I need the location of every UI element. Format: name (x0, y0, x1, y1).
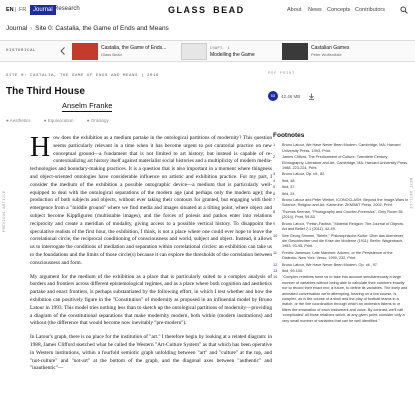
footnote-number: 7 (273, 198, 276, 203)
footnote-text: Fredric Jameson, Late Marxism: Adorno, or the Persistence of the Dialectic. New York: Verso, 1990, 232, Print. (282, 250, 393, 261)
language-fr-link[interactable]: FR (19, 7, 27, 13)
tag-equivocation[interactable]: ● Equivocation (43, 118, 74, 123)
nav-concepts[interactable]: Concepts (327, 7, 351, 13)
chapter-tag: CHAPT. 1 (210, 47, 231, 51)
related-thumbnail (72, 43, 98, 60)
footnote-item[interactable] (273, 172, 409, 177)
breadcrumb (6, 25, 169, 32)
paragraph-text: ow does the exhibition as a medium partake in the ontological partitions of modernity? This question seems particularly relevant in a time when it has become urgent to put curatorial practice on new conceptual ground—a fundament that is not limited to art history, but instead is capable of re-contextualizing art history itself against materialist social histories and a multiplicity of modern media-technologies and boundary-making practices. It is a question that is also important in a moment where thingness and object-oriented ontologies have considerable influence on artistic and exhibition practice. For my part, I consider the medium of the exhibition a possible ontographic device—a medium that is particularly well-equipped to deal with the ontological separations of the modern age (and perhaps only the modern age); the production of both subjects and objects, without ever taking their contours for granted, but engaging with their emergence from a "middle ground" where we find media and images situated at a tilting point, where object and subject become Kippfiguren (multistable images), and the forces of poiesis and pathos enter into relations reciprocity and create a meridian of modality, giving access to a possible vertical history. To disappoint the speculative realists of the first hour, the exhibition, I think, is not a place where one could ever hope to leave the correlational circle, the reciprocal conditioning of consciousness and world, subject and object. Instead, it allows us to interrogate the conditions of mediation and separation within correlational circles: an exhibition can take us to the foundations and the limits of those circle(s) because it can explore the thresholds of the correlation between consciousness and form. (30, 135, 272, 266)
author-link[interactable]: Anselm Franke (62, 101, 113, 110)
related-thumbnail (181, 43, 207, 60)
paragraph: My argument for the medium of the exhibition as a place that is particularly suited to a complex analysis of borders and frontiers across different epistemological regimes, and as a place where both cognition and aesthetics partake and enact frontiers, is perhaps substantiated by the following effort, in which I test whether and how the exhibition can positively figure in the "Constitution" of modernity as proposed in an influential model by Bruno Latour in 1993. This model tries nothing less than to sketch up the ontological partitions of modernity—providing a diagram of the constitutional separations that make modernity modern, both within (modern institutions) and without (the difference that would become now inevitably "pre-modern"). (30, 273, 272, 327)
breadcrumb-journal[interactable]: Journal (6, 25, 28, 32)
nav-news[interactable]: News (308, 7, 322, 13)
footnote-number: 13 (273, 268, 278, 273)
footnote-text: Bruno Latour and Peter Weibel, ICONOCLASH: Beyond the Image-Wars in Science, Religion and Art. Karlsruhe: ZKM/MIT Press, 2002, Print. (282, 198, 409, 208)
footnote-item[interactable] (273, 198, 409, 209)
site-label: SITE 0: CASTALIA, THE GAME OF ENDS AND MEANS | 2016 (6, 74, 160, 78)
related-card-author: Peter Wolfendale (311, 52, 342, 57)
footnote-number: 12 (273, 262, 278, 267)
top-bar (0, 0, 415, 20)
footnote-number: 8 (273, 209, 276, 214)
drop-cap: H (30, 132, 51, 163)
footnotes-heading: Footnotes (273, 132, 305, 139)
footnote-item[interactable] (273, 210, 409, 221)
related-strip (0, 40, 415, 62)
nav-research[interactable]: Research (54, 6, 80, 12)
related-card-modelling[interactable] (181, 43, 279, 60)
historical-label: HISTORICAL (6, 49, 37, 53)
download-size[interactable]: 42.46 MB (281, 94, 301, 99)
footnote-item[interactable] (273, 185, 409, 190)
footnote-item[interactable] (273, 155, 409, 171)
tag-label: Aesthetics (9, 118, 31, 123)
footnote-text: See Georg Simmel, "Briefe," Philosophische Kultur: Über das Abenteuer, die Geschlechter und die Krise der Moderne (1911). Berlin: Wagenbach, 1983, 93-95, Print. (282, 233, 405, 249)
footnote-number: 11 (273, 250, 277, 255)
footnote-number: 1 (273, 143, 276, 148)
footnote-text: Ibid, 37. (282, 185, 296, 190)
nav-journal[interactable]: Journal (30, 5, 56, 15)
footnote-number: 5 (273, 185, 276, 190)
footnote-item[interactable] (273, 179, 409, 184)
footnotes-panel (273, 133, 409, 325)
paragraph (30, 132, 272, 268)
footnote-text: Ibid, 48. (282, 178, 296, 183)
related-card-castalia[interactable] (72, 43, 180, 60)
paragraph: In Latour's graph, there is no place for the institution of "art." I therefore begin by looking at a related diagram: in 1988, James Clifford sketched what he called the Western "Art-Culture System" as that which has been operative in Western institutions, within a fourfold semiotic graph unfolding between "art" and "culture" at the top, and "not-culture" and "not-art" at the bottom of the graph, and the diagonal axes between "authentic" and "inauthentic"— (30, 334, 272, 372)
footnote-number: 6 (273, 191, 276, 196)
article-body (30, 132, 272, 379)
footnote-item[interactable] (273, 269, 409, 274)
tag-label: Equivocation (47, 118, 74, 123)
related-card-castalian-games[interactable] (282, 43, 407, 60)
footnote-number: 14 (273, 275, 278, 280)
related-card-author: Glass Bead (101, 52, 122, 57)
nav-contributors[interactable]: Contributors (355, 7, 385, 13)
language-separator: | (15, 7, 17, 13)
footnote-text: Bruno Latour, We Have Never Been Modern. Cambridge, MA: Harvard University Press, 1993, Print. (282, 143, 401, 153)
footnote-number: 9 (273, 221, 276, 226)
related-card-title: Modelling the Game (210, 52, 255, 58)
pdf-print-link[interactable]: PDF PRINT (268, 72, 296, 76)
language-en-link[interactable]: EN (6, 7, 14, 13)
related-card-title: Castalia, the Game of Ends... (101, 45, 167, 51)
footnote-item[interactable] (273, 192, 409, 197)
next-article-link[interactable]: NEXT ARTICLE (408, 178, 412, 210)
footnote-text: James Clifford, The Predicament of Culture: Twentieth Century Ethnography, Literature and Art. Cambridge, MA: Harvard University Press, 1988, 223-224, Print. (282, 155, 409, 171)
tag-label: Ontology (90, 118, 109, 123)
footnote-list (273, 143, 409, 324)
previous-article-link[interactable]: PREVIOUS ARTICLE (3, 190, 7, 232)
download-icon[interactable] (308, 93, 315, 100)
article-title: The Third House (6, 86, 85, 97)
site-logo[interactable]: GLASS BEAD (168, 5, 245, 15)
footnote-item[interactable] (273, 275, 409, 324)
related-card-chapter (210, 45, 230, 51)
footnote-number: 2 (273, 155, 276, 160)
footnote-item[interactable] (273, 263, 409, 268)
footnote-text: Ibid, 99-100. (282, 268, 304, 273)
search-icon[interactable] (400, 6, 408, 14)
footnote-number: 10 (273, 233, 278, 238)
footnote-item[interactable] (273, 222, 409, 233)
tag-ontology[interactable]: ● Ontology (86, 118, 109, 123)
footnote-item[interactable] (273, 251, 409, 262)
footnote-number: 4 (273, 178, 276, 183)
footnote-item[interactable] (273, 143, 409, 154)
nav-about[interactable]: About (287, 7, 302, 13)
footnote-text: Bruno Latour, Op. cit., 82. (282, 172, 326, 177)
tag-list (6, 118, 121, 123)
footnote-text: Thomas Keenan, "Photography and Counter-Forensics", Grey Room 55 (2014), Print, 59-83. (282, 209, 403, 220)
footnote-number: 3 (273, 172, 276, 177)
related-card-title: Castalian Games (311, 45, 350, 51)
footnote-text: Bruno Latour, "Fetish-Factish," Material Religion: The Journal of Objects, Art and Belief 7.1 (2011), 42-49. (282, 221, 405, 232)
footnote-text: "Complex relations force us to take into account simultaneously a large number of variables without being able to calculate their numbers exactly nor to record their exact mix; a future, to define its variables. The lively and animated conversation we're attempting, bearing on a live course, is complex, as is the course of a skull and the play of football teams in a match, or the line coordination through which an orchestra listens to or filters the emanation of each instrument and voice. By contrast, we'll call 'complicated' all those relations which, at any given point, consider only a very small number of variables that can be well identified." (282, 275, 408, 323)
footnote-item[interactable] (273, 234, 409, 250)
breadcrumb-chevron-icon: › (30, 25, 33, 32)
tag-aesthetics[interactable]: ● Aesthetics (6, 118, 31, 123)
footnote-text: Ibid, 24. (282, 191, 296, 196)
reference-count-badge[interactable]: 53 (268, 91, 278, 101)
chevron-left-icon[interactable] (58, 46, 68, 56)
breadcrumb-site[interactable]: Site 0: Castalia, the Game of Ends and Means (35, 25, 169, 32)
related-thumbnail (282, 43, 308, 60)
footnote-text: Bruno Latour, We Have Never Been Modern. Op. cit., 97. (282, 262, 378, 267)
